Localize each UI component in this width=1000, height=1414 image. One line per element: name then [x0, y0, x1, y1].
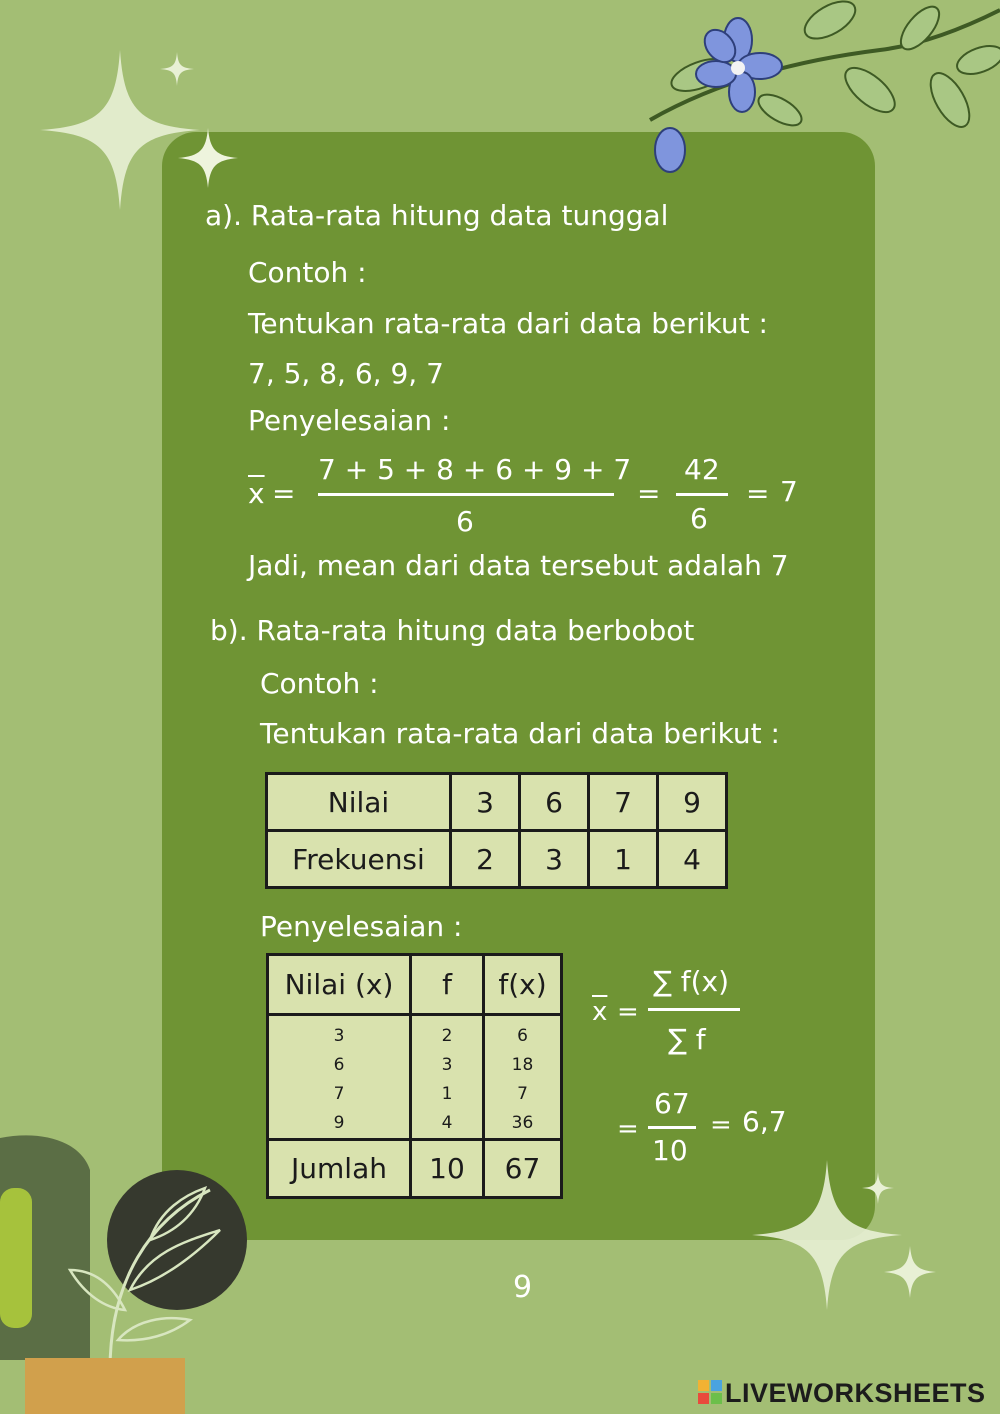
page-number: 9 — [512, 1270, 533, 1305]
formula-fraction-bar — [648, 1008, 740, 1011]
table-cell: 6 — [520, 774, 589, 831]
x-values-cell — [268, 1015, 411, 1140]
sum-numerator: 7 + 5 + 8 + 6 + 9 + 7 — [318, 453, 632, 486]
section-a-heading: a). Rata-rata hitung data tunggal — [205, 199, 669, 232]
table-row — [267, 774, 727, 831]
fraction2-bar — [676, 493, 728, 496]
cell-value: 1 — [441, 1084, 453, 1104]
fraction2-denominator: 6 — [690, 502, 708, 535]
frequency-table — [265, 772, 728, 889]
cell-value: 7 — [517, 1084, 528, 1104]
cell-value: 18 — [511, 1055, 534, 1075]
section-a-solution-label: Penyelesaian : — [248, 404, 451, 437]
section-b-solution-label: Penyelesaian : — [260, 910, 463, 943]
cell-value: 6 — [333, 1055, 345, 1075]
f-values-cell — [411, 1015, 484, 1140]
sparkle-small-icon-2 — [862, 1172, 894, 1204]
table-cell: 3 — [520, 831, 589, 888]
mean-symbol: $\overline{x}$ — [248, 477, 265, 510]
fraction2-numerator: 42 — [684, 453, 720, 486]
table-header: Nilai (x) — [268, 955, 411, 1015]
table-header-row — [268, 955, 562, 1015]
cell-value: 4 — [441, 1113, 453, 1133]
total-f: 10 — [411, 1140, 484, 1198]
cell-value: 9 — [333, 1113, 345, 1133]
cell-value: 3 — [441, 1055, 453, 1075]
table-total-row — [268, 1140, 562, 1198]
table-cell: 2 — [451, 831, 520, 888]
mean-symbol-2: $\overline{x}$ — [592, 997, 608, 1027]
table-cell: 1 — [589, 831, 658, 888]
table-cell: 3 — [451, 774, 520, 831]
section-a-conclusion: Jadi, mean dari data tersebut adalah 7 — [248, 549, 789, 582]
step-fraction-bar — [648, 1126, 696, 1129]
formula-equals: = — [617, 997, 639, 1027]
table-cell: 9 — [658, 774, 727, 831]
weighted-mean-result: 6,7 — [742, 1105, 787, 1138]
formula-denominator: ∑ f — [668, 1023, 706, 1056]
cell-value: 7 — [333, 1084, 345, 1104]
section-a-instruction: Tentukan rata-rata dari data berikut : — [248, 307, 768, 340]
table-row — [268, 1015, 562, 1140]
step-equals: = — [617, 1114, 639, 1144]
equals-sign-3: = — [746, 477, 770, 510]
fraction-bar — [318, 493, 614, 496]
section-a-data: 7, 5, 8, 6, 9, 7 — [248, 357, 444, 390]
flower-branch-icon — [620, 0, 1000, 190]
cell-value: 6 — [517, 1026, 528, 1046]
section-b-heading: b). Rata-rata hitung data berbobot — [210, 614, 695, 647]
table-header: f(x) — [484, 955, 562, 1015]
table-cell: Frekuensi — [267, 831, 451, 888]
section-b-instruction: Tentukan rata-rata dari data berikut : — [260, 717, 780, 750]
sparkle-small-icon — [160, 52, 194, 86]
mean-result: 7 — [780, 475, 798, 508]
table-cell: Nilai — [267, 774, 451, 831]
step-equals-2: = — [710, 1110, 732, 1140]
fx-values-cell — [484, 1015, 562, 1140]
liveworksheets-logo-icon — [698, 1380, 722, 1404]
section-b-example-label: Contoh : — [260, 667, 379, 700]
cell-value: 3 — [333, 1026, 345, 1046]
table-cell: 7 — [589, 774, 658, 831]
cell-value: 36 — [511, 1113, 534, 1133]
formula-numerator: ∑ f(x) — [653, 965, 730, 998]
sum-denominator: 6 — [456, 505, 474, 538]
equals-sign: = — [272, 477, 296, 510]
equals-sign-2: = — [637, 477, 661, 510]
sparkle-medium-icon — [178, 128, 238, 188]
table-header: f — [411, 955, 484, 1015]
total-label: Jumlah — [268, 1140, 411, 1198]
section-a-example-label: Contoh : — [248, 256, 367, 289]
step-numerator: 67 — [654, 1087, 690, 1120]
step-denominator: 10 — [652, 1134, 688, 1167]
total-fx: 67 — [484, 1140, 562, 1198]
table-row — [267, 831, 727, 888]
brand-name: LIVEWORKSHEETS — [725, 1378, 986, 1408]
cell-value: 2 — [441, 1026, 453, 1046]
calculation-table — [266, 953, 563, 1199]
table-cell: 4 — [658, 831, 727, 888]
